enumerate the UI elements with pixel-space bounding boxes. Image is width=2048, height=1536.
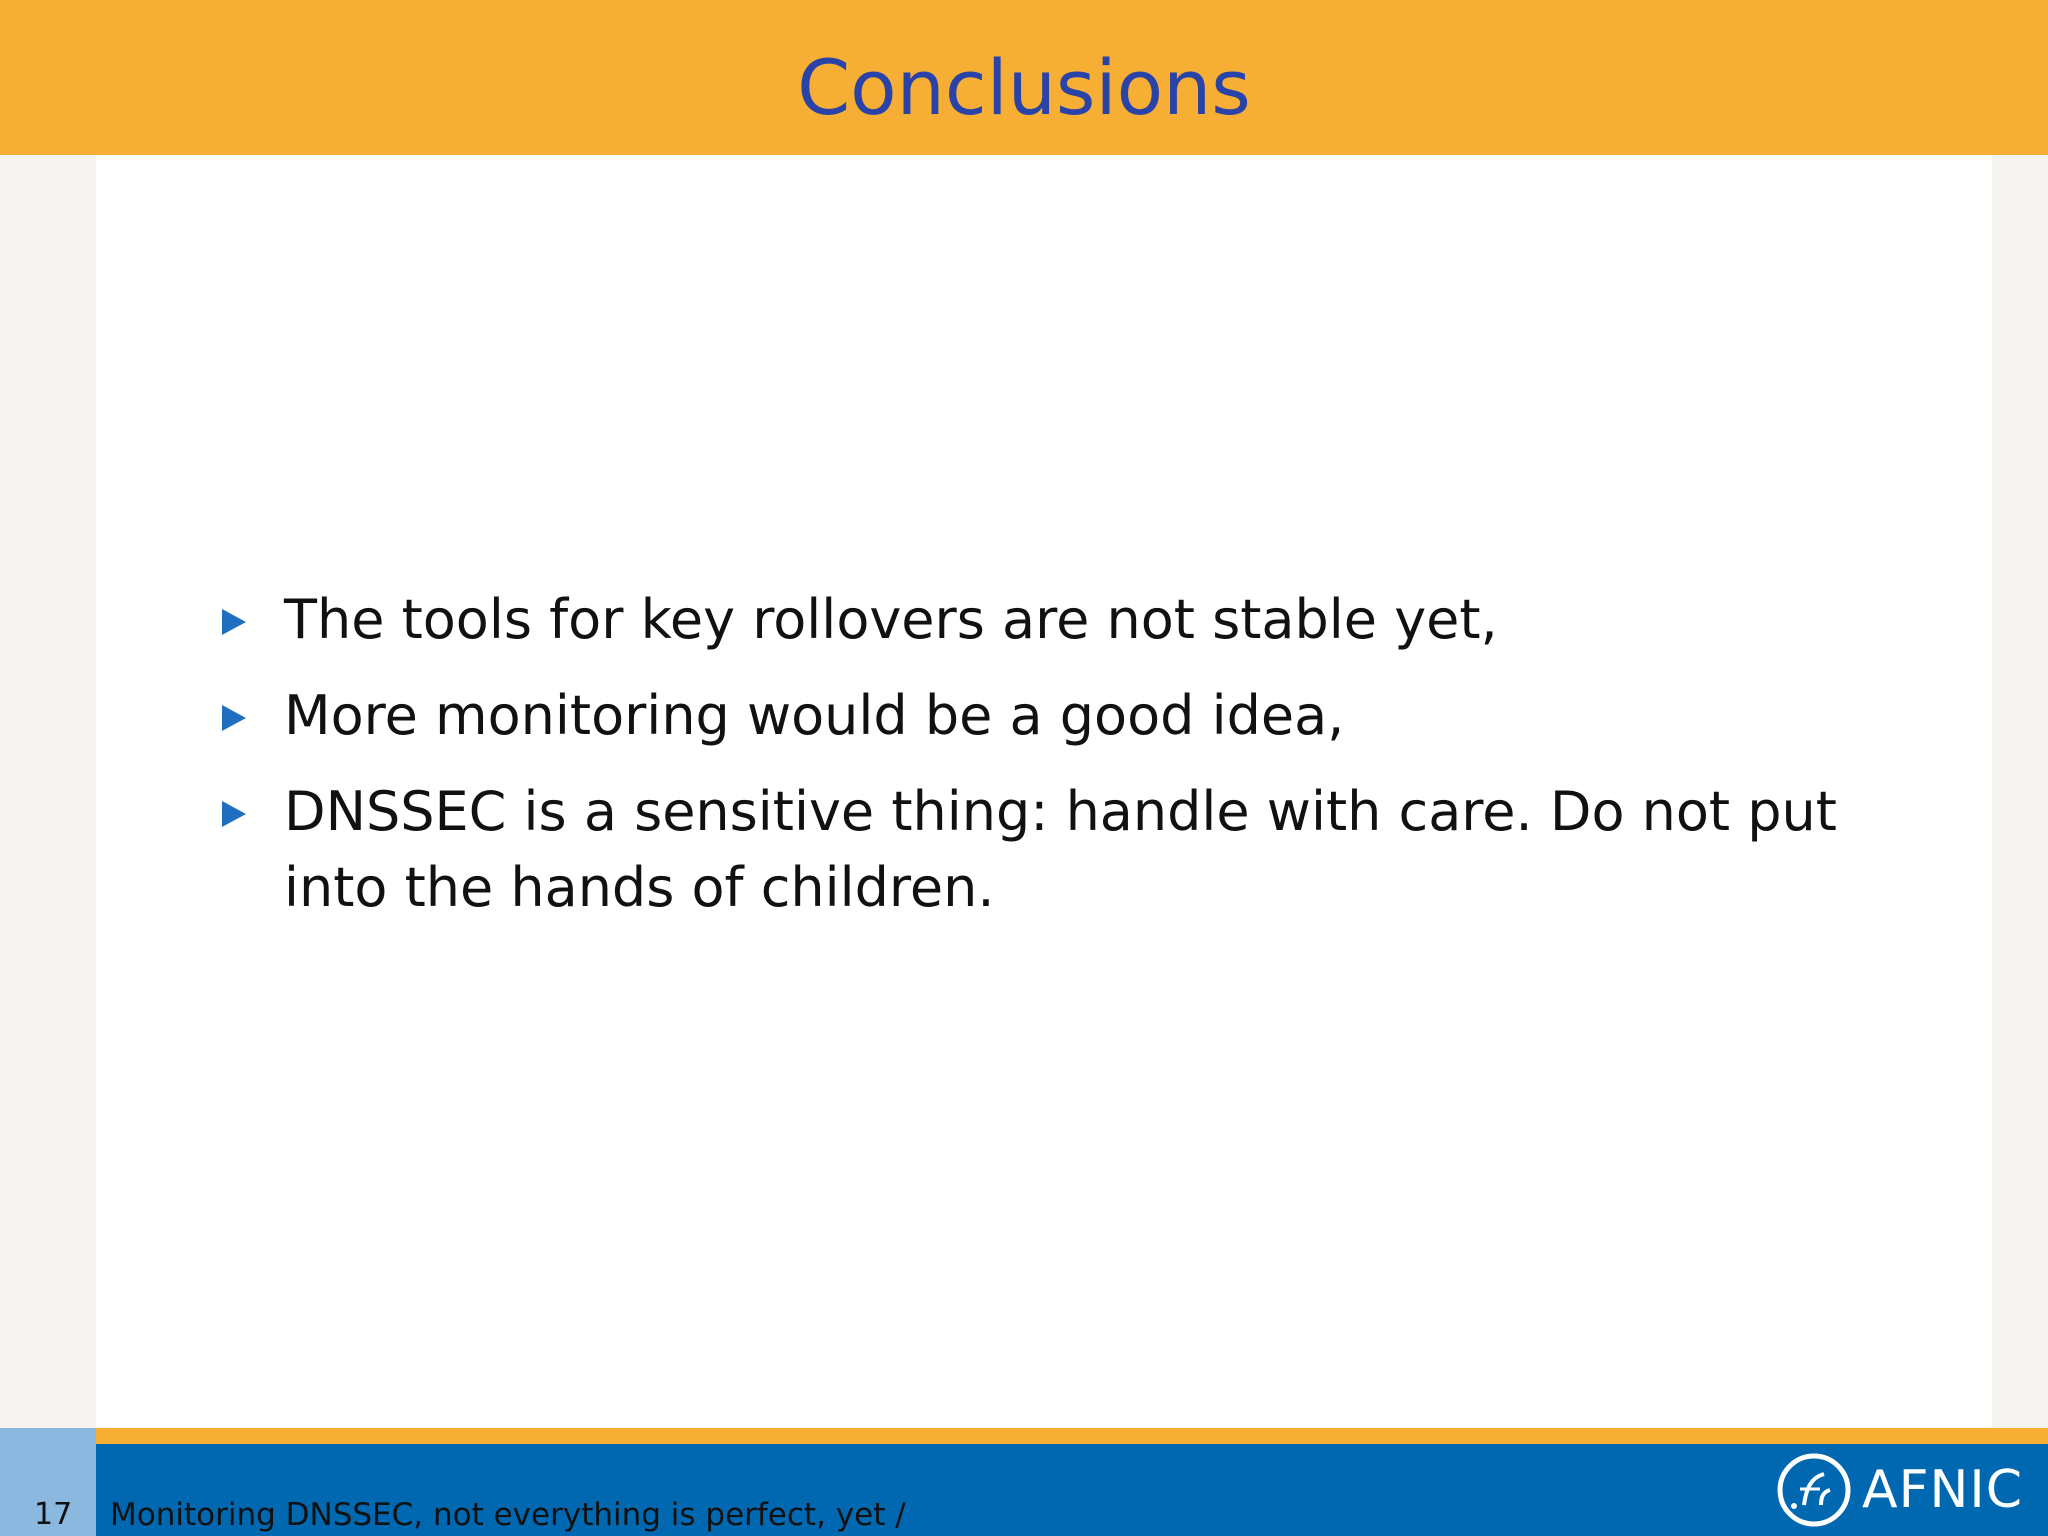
bullet-text: The tools for key rollovers are not stable yet, <box>284 588 1498 651</box>
fr-logo-icon <box>1774 1450 1854 1530</box>
triangle-bullet-icon <box>222 705 246 731</box>
slide-title: Conclusions <box>797 43 1251 132</box>
footer-caption: Monitoring DNSSEC, not everything is perfect, yet / <box>110 1497 906 1533</box>
footer-orange-stripe <box>0 1428 2048 1444</box>
bullet-item <box>218 582 1858 658</box>
bullet-text: DNSSEC is a sensitive thing: handle with care. Do not put into the hands of children. <box>284 780 1837 919</box>
bullet-text: More monitoring would be a good idea, <box>284 684 1345 747</box>
triangle-bullet-icon <box>222 609 246 635</box>
page-number: 17 <box>34 1497 73 1532</box>
bullet-item <box>218 774 1858 926</box>
bullet-list <box>218 582 1858 946</box>
bullet-item <box>218 678 1858 754</box>
logo-wordmark: AFNIC <box>1862 1460 2024 1520</box>
afnic-logo <box>1774 1450 2034 1530</box>
triangle-bullet-icon <box>222 801 246 827</box>
